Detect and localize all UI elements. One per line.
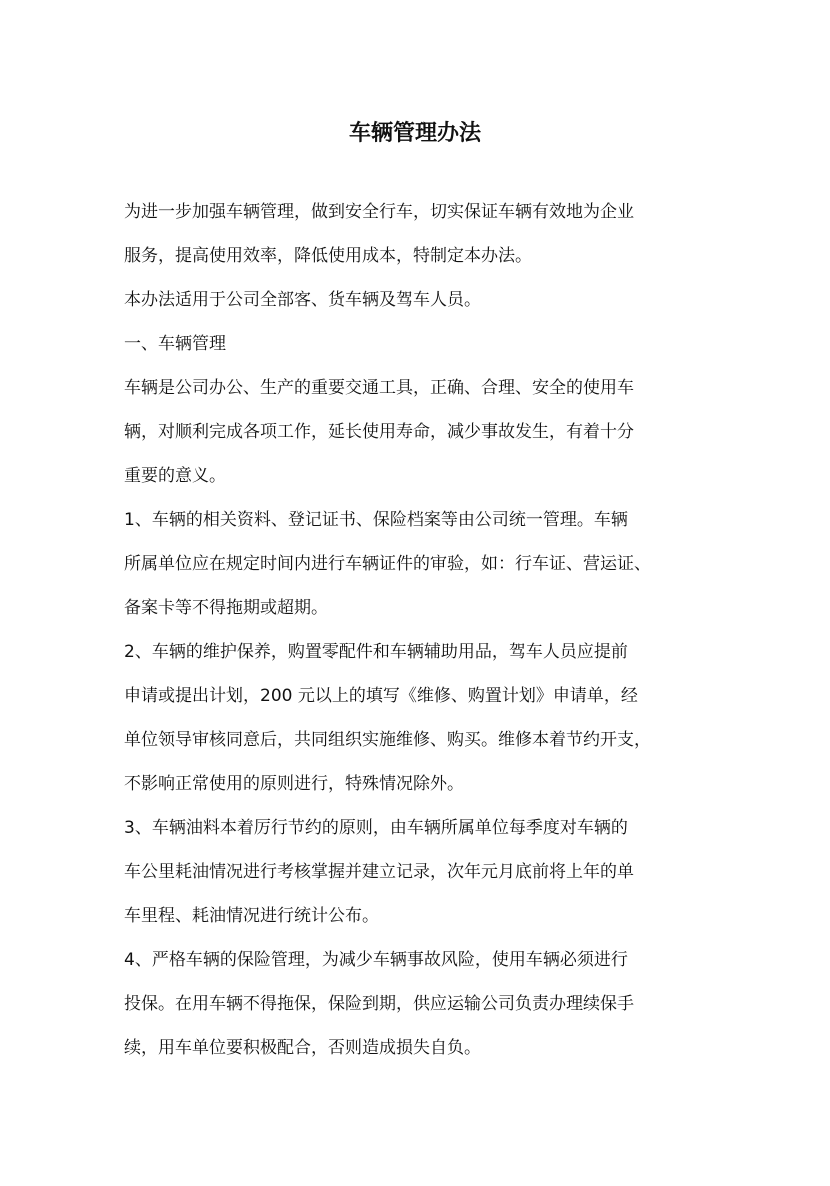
body-line: 申请或提出计划，200 元以上的填写《维修、购置计划》申请单，经 (124, 686, 638, 706)
body-line: 单位领导审核同意后，共同组织实施维修、购买。维修本着节约开支， (124, 730, 651, 750)
watermark: ​ (257, 431, 323, 516)
body-line: 1、车辆的相关资料、登记证书、保险档案等由公司统一管理。车辆 (124, 510, 628, 530)
body-line: 辆，对顺利完成各项工作，延长使用寿命，减少事故发生，有着十分 (124, 422, 634, 442)
body-line: 车公里耗油情况进行考核掌握并建立记录，次年元月底前将上年的单 (124, 862, 634, 882)
section-heading: 一、车辆管理 (124, 334, 226, 354)
body-line: 备案卡等不得拖期或超期。 (124, 598, 328, 618)
body-line: 续，用车单位要积极配合，否则造成损失自负。 (124, 1038, 481, 1058)
body-line: 车里程、耗油情况进行统计公布。 (124, 906, 379, 926)
body-line: 投保。在用车辆不得拖保，保险到期，供应运输公司负责办理续保手 (124, 994, 634, 1014)
body-line: 2、车辆的维护保养，购置零配件和车辆辅助用品，驾车人员应提前 (124, 642, 628, 662)
body-line: 车辆是公司办公、生产的重要交通工具，正确、合理、安全的使用车 (124, 378, 634, 398)
document-title: 车辆管理办法 (348, 121, 481, 146)
body-line: 重要的意义。 (124, 466, 226, 486)
body-line: 3、车辆油料本着厉行节约的原则，由车辆所属单位每季度对车辆的 (124, 818, 628, 838)
body-line: 所属单位应在规定时间内进行车辆证件的审验，如：行车证、营运证、 (124, 554, 651, 574)
body-line: 4、严格车辆的保险管理，为减少车辆事故风险，使用车辆必须进行 (124, 950, 628, 970)
body-line: 本办法适用于公司全部客、货车辆及驾车人员。 (124, 290, 481, 310)
watermark: ​ (297, 1101, 363, 1186)
body-line: 为进一步加强车辆管理，做到安全行车，切实保证车辆有效地为企业 (124, 202, 634, 222)
body-line: 不影响正常使用的原则进行，特殊情况除外。 (124, 774, 464, 794)
document-body (124, 190, 712, 1070)
body-line: 服务，提高使用效率，降低使用成本，特制定本办法。 (124, 246, 532, 266)
